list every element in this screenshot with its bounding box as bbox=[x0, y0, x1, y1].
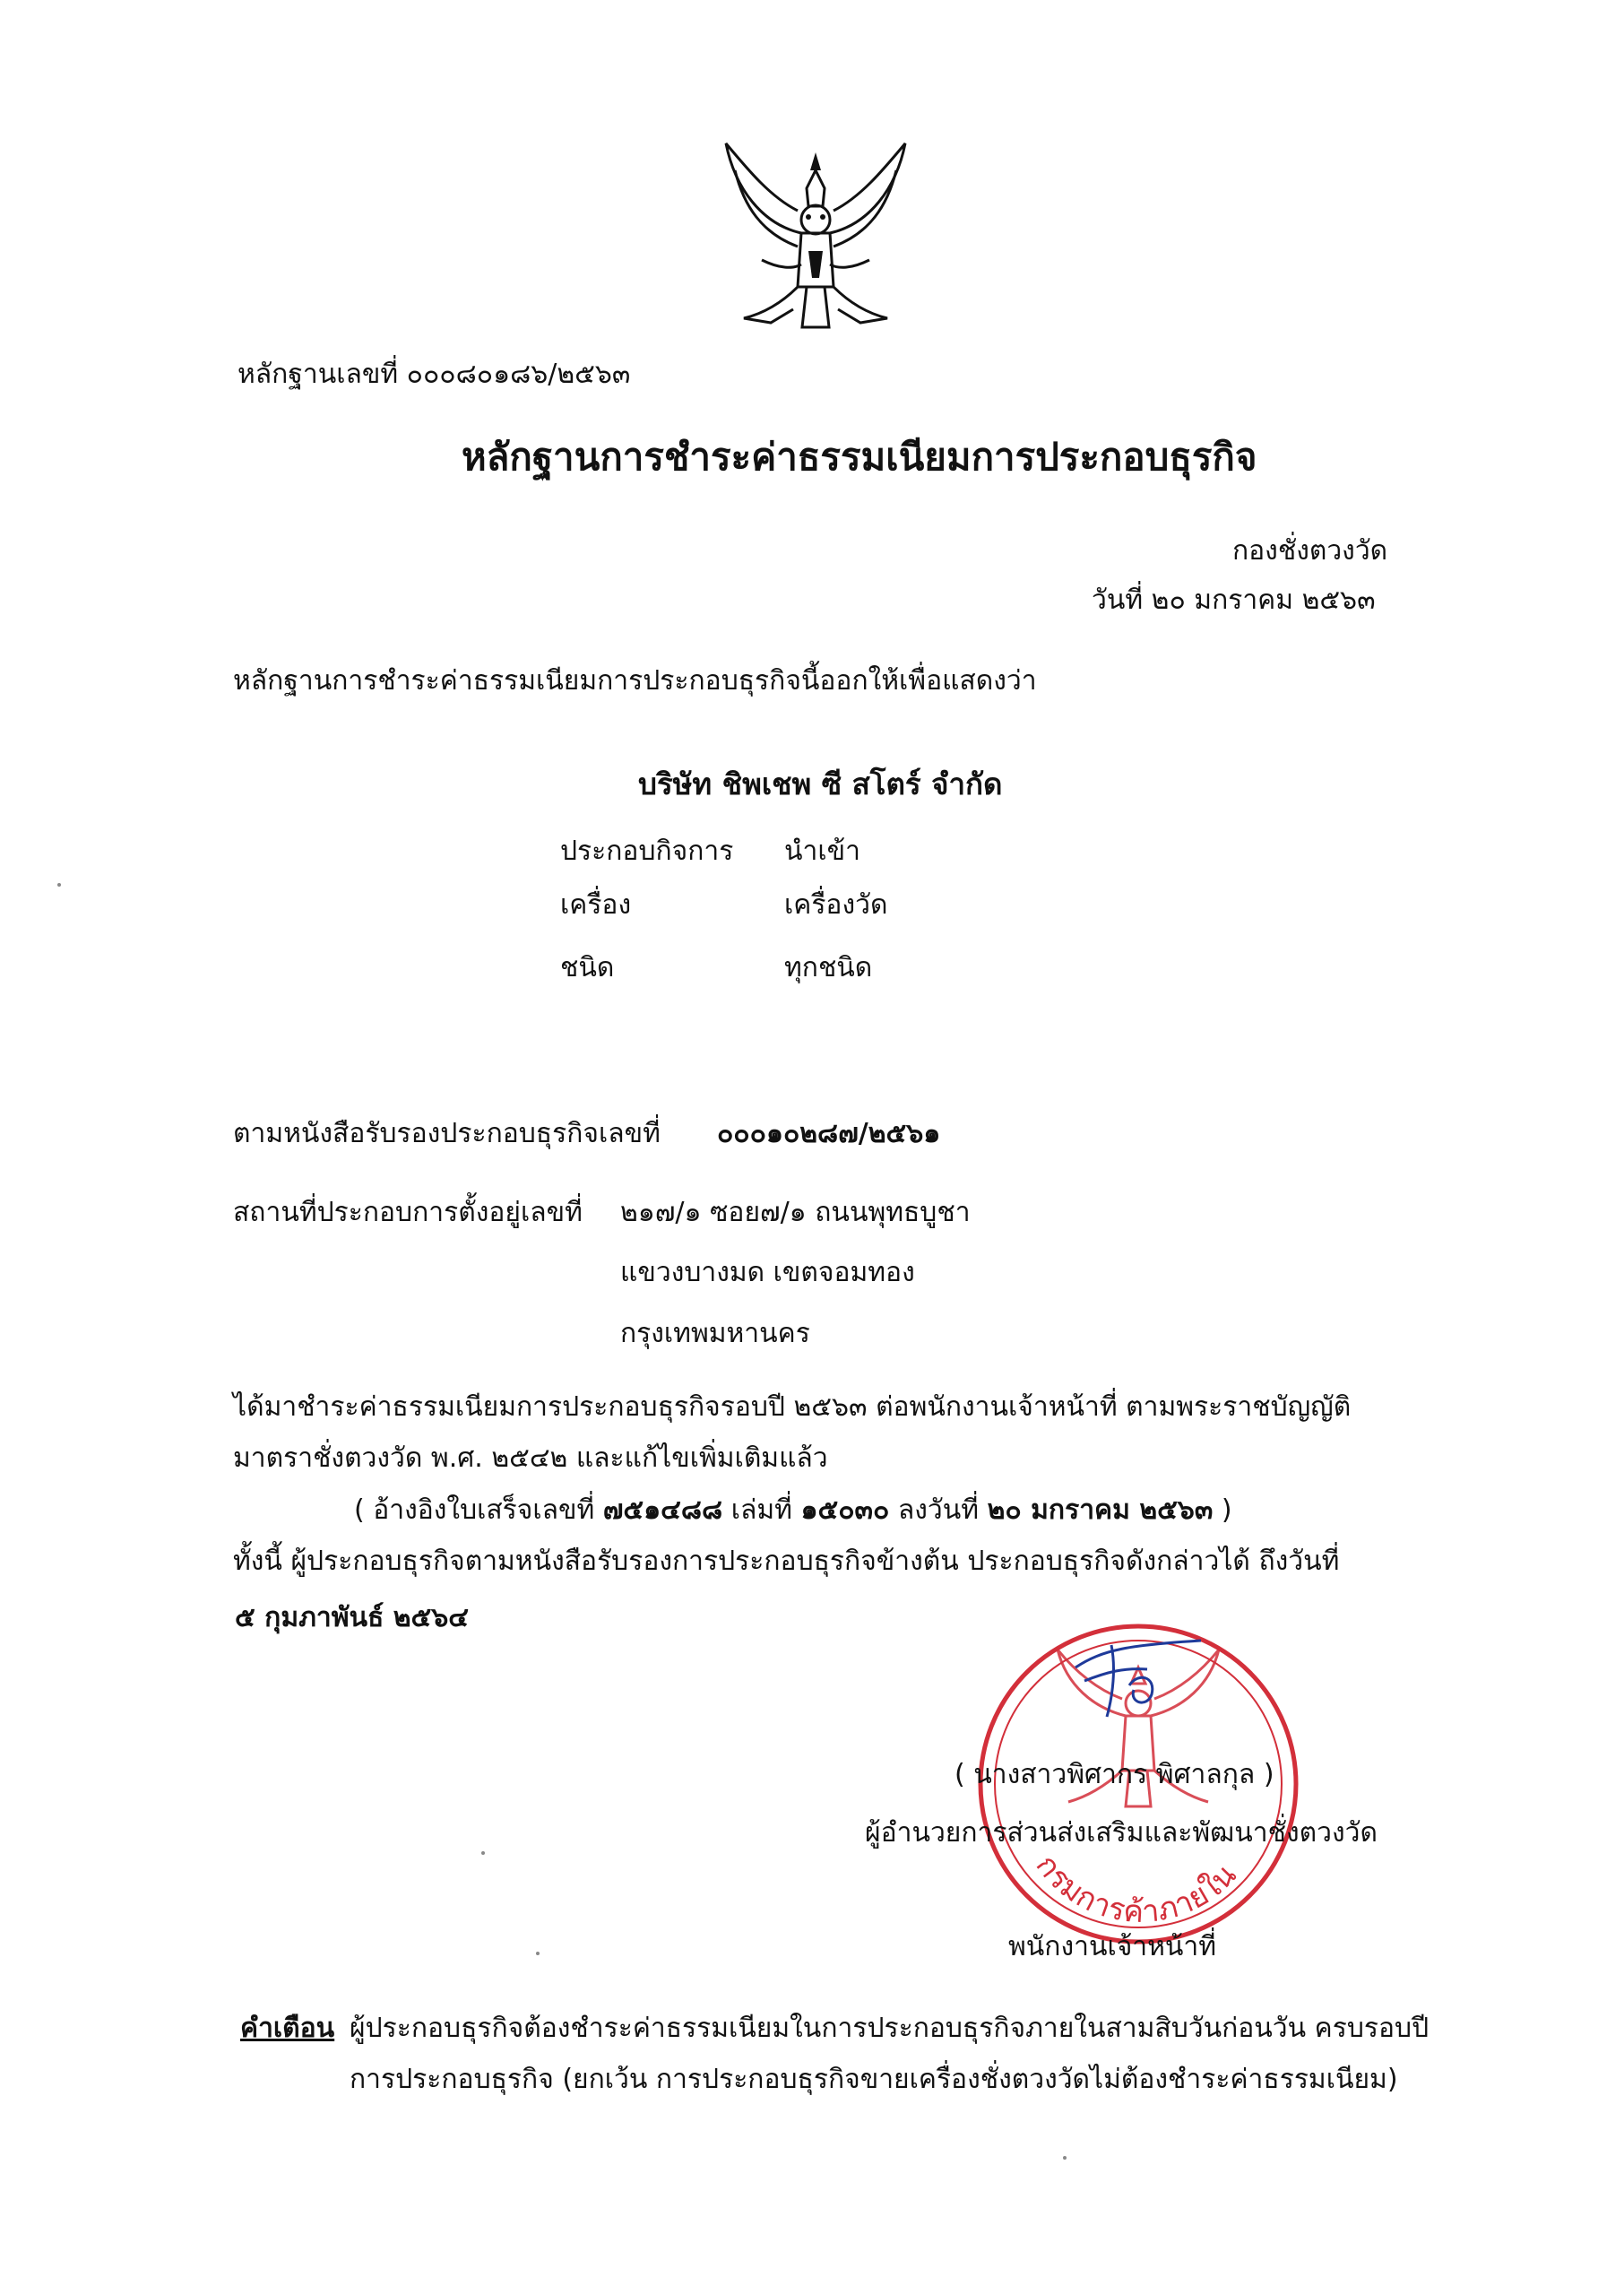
receipt-reference bbox=[354, 1493, 1232, 1529]
intro-text: หลักฐานการชำระค่าธรรมเนียมการประกอบธุรกิจนี้ออกให้เพื่อแสดงว่า bbox=[233, 665, 1037, 697]
document-number: หลักฐานเลขที่ ๐๐๐๘๐๑๘๖/๒๕๖๓ bbox=[238, 359, 631, 390]
company-name: บริษัท ชิพเชพ ซี สโตร์ จำกัด bbox=[638, 766, 1003, 801]
scan-speck bbox=[536, 1952, 540, 1955]
license-label: ตามหนังสือรับรองประกอบธุรกิจเลขที่ bbox=[233, 1118, 661, 1149]
valid-until-date: ๕ กุมภาพันธ์ ๒๕๖๔ bbox=[235, 1602, 469, 1633]
signer-position: ผู้อำนวยการส่วนส่งเสริมและพัฒนาชั่งตวงวัด bbox=[865, 1817, 1378, 1849]
warning-line-2: การประกอบธุรกิจ (ยกเว้น การประกอบธุรกิจขายเครื่องชั่งตวงวัดไม่ต้องชำระค่าธรรมเนียม) bbox=[350, 2064, 1398, 2095]
license-number: ๐๐๐๑๐๒๘๗/๒๕๖๑ bbox=[717, 1118, 941, 1149]
document-title: หลักฐานการชำระค่าธรรมเนียมการประกอบธุรกิจ bbox=[462, 435, 1257, 479]
signer-name: ( นางสาวพิศากร พิศาลกุล ) bbox=[955, 1759, 1274, 1790]
garuda-emblem bbox=[708, 134, 923, 341]
address-line-1: ๒๑๗/๑ ซอย๗/๑ ถนนพุทธบูชา bbox=[620, 1197, 971, 1228]
issue-date: วันที่ ๒๐ มกราคม ๒๕๖๓ bbox=[1092, 585, 1376, 616]
address-line-3: กรุงเทพมหานคร bbox=[620, 1318, 810, 1349]
warning-line-1: ผู้ประกอบธุรกิจต้องชำระค่าธรรมเนียมในการประกอบธุรกิจภายในสามสิบวันก่อนวัน ครบรอบปี bbox=[350, 2013, 1430, 2044]
receipt-number: ๗๕๑๔๘๘ bbox=[602, 1494, 723, 1526]
book-number: ๑๕๐๓๐ bbox=[800, 1494, 890, 1526]
scan-speck bbox=[57, 883, 61, 887]
signature bbox=[1067, 1632, 1210, 1730]
issuing-office: กองชั่งตวงวัด bbox=[1232, 535, 1388, 567]
kind-label: ชนิด bbox=[560, 952, 615, 983]
scan-speck bbox=[481, 1851, 485, 1855]
seal-text: กรมการค้าภายใน bbox=[1028, 1848, 1244, 1931]
body-line-1: ได้มาชำระค่าธรรมเนียมการประกอบธุรกิจรอบปี ๒๕๖๓ ต่อพนักงานเจ้าหน้าที่ ตามพระราชบัญญัติ bbox=[233, 1391, 1352, 1423]
book-label: เล่มที่ bbox=[730, 1494, 792, 1526]
device-value: เครื่องวัด bbox=[784, 889, 888, 921]
reference-open: ( อ้างอิงใบเสร็จเลขที่ bbox=[354, 1494, 595, 1526]
ref-date-label: ลงวันที่ bbox=[897, 1494, 980, 1526]
body-line-2: มาตราชั่งตวงวัด พ.ศ. ๒๕๔๒ และแก้ไขเพิ่มเติมแล้ว bbox=[233, 1442, 828, 1474]
receipt-date: ๒๐ มกราคม ๒๕๖๓ bbox=[987, 1494, 1214, 1526]
address-label: สถานที่ประกอบการตั้งอยู่เลขที่ bbox=[233, 1197, 583, 1228]
kind-value: ทุกชนิด bbox=[784, 952, 873, 983]
body-line-3: ทั้งนี้ ผู้ประกอบธุรกิจตามหนังสือรับรองการประกอบธุรกิจข้างต้น ประกอบธุรกิจดังกล่าวได้ ถึงวันที่ bbox=[233, 1546, 1340, 1577]
reference-close: ) bbox=[1221, 1494, 1232, 1526]
address-line-2: แขวงบางมด เขตจอมทอง bbox=[620, 1257, 915, 1288]
scan-speck bbox=[1063, 2156, 1067, 2160]
signer-role: พนักงานเจ้าหน้าที่ bbox=[1008, 1931, 1217, 1962]
warning-label: คำเตือน bbox=[240, 2013, 335, 2044]
device-label: เครื่อง bbox=[560, 889, 632, 921]
business-type-label: ประกอบกิจการ bbox=[560, 836, 734, 867]
business-type-value: นำเข้า bbox=[784, 836, 860, 867]
